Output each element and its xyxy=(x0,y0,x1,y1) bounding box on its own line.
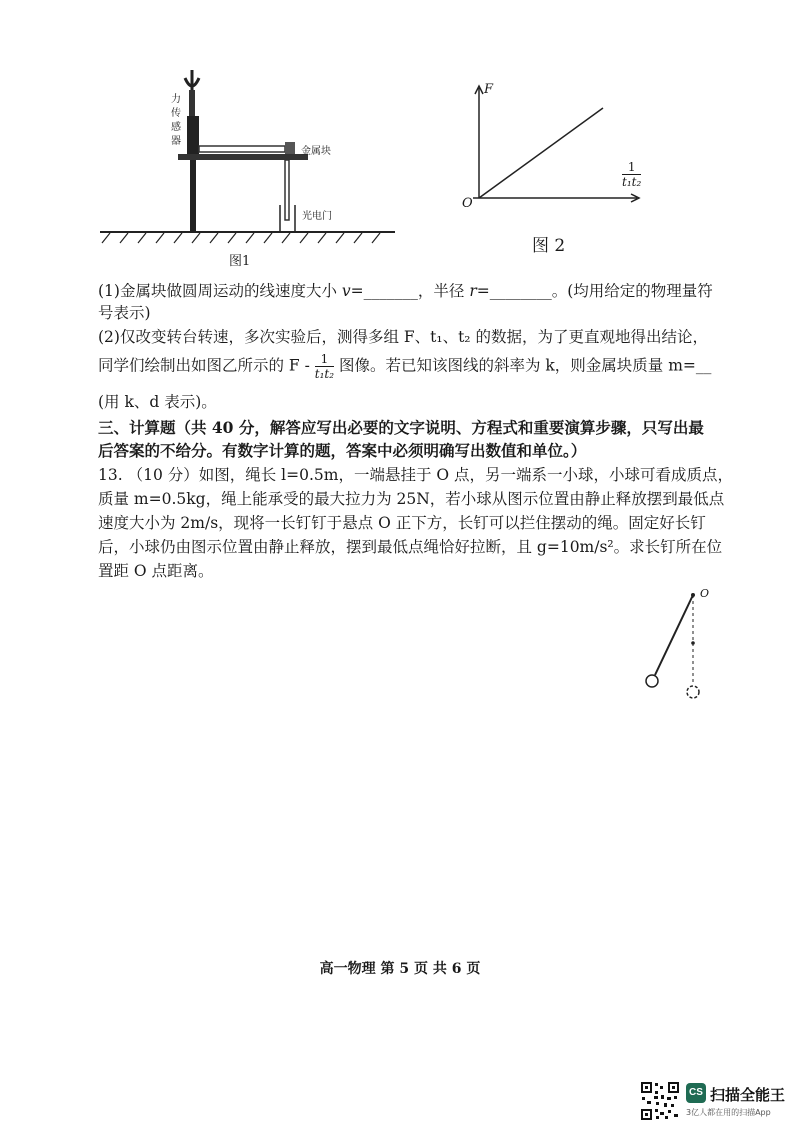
q1-text-c: =________。(均用给定的物理量符 xyxy=(476,282,713,300)
question-2-line-1: (2)仅改变转台转速，多次实验后，测得多组 F、t₁、t₂ 的数据，为了更直观地得出结论， xyxy=(98,328,708,346)
q2-frac-den: t₁t₂ xyxy=(314,367,335,381)
section-3-line-1: 三、计算题（共 40 分，解答应写出必要的文字说明、方程式和重要演算步骤，只写出最 xyxy=(98,418,704,437)
graph-x-axis-label xyxy=(622,160,641,189)
sensor-label: 力传感器 xyxy=(171,94,181,147)
q1-var-v: v xyxy=(341,282,351,300)
figure-1-apparatus xyxy=(95,60,405,270)
section-3-line-2: 后答案的不给分。有数字计算的题，答案中必须明确写出数值和单位。） xyxy=(98,441,587,460)
scanner-app-name: 扫描全能王 xyxy=(710,1086,786,1104)
q2-frac-num: 1 xyxy=(315,352,334,367)
q2-text-b: 图像。若已知该图线的斜率为 k，则金属块质量 m=__ xyxy=(334,356,712,375)
figure-2-graph xyxy=(455,80,645,230)
q1-var-r: r xyxy=(469,282,477,300)
q2-text-a: 同学们绘制出如图乙所示的 F - xyxy=(98,356,310,375)
qr-code-icon xyxy=(640,1081,680,1121)
question-13-line-5: 置距 O 点距离。 xyxy=(98,562,214,580)
nail-point xyxy=(691,641,695,645)
question-13-line-4: 后，小球仍由图示位置由静止释放，摆到最低点绳恰好拉断，且 g=10m/s²。求长钉所在位 xyxy=(98,538,723,556)
question-13-line-3: 速度大小为 2m/s，现将一长钉钉于悬点 O 正下方，长钉可以拦住摆动的绳。固定好长钉 xyxy=(98,514,706,532)
figure-1-caption: 图1 xyxy=(229,254,251,269)
ball-initial xyxy=(646,675,658,687)
graph-y-axis-label: F xyxy=(484,82,494,97)
page-footer: 高一物理 第 5 页 共 6 页 xyxy=(319,961,481,977)
cs-logo-icon: CS xyxy=(686,1083,706,1103)
pendulum-figure xyxy=(640,585,710,700)
pendulum-origin-label: O xyxy=(700,587,710,600)
q1-text-a: (1)金属块做圆周运动的线速度大小 xyxy=(98,282,342,300)
gate-label: 光电门 xyxy=(302,211,332,222)
x-axis-numerator: 1 xyxy=(622,160,641,175)
question-1-line-1 xyxy=(98,280,713,302)
question-2-line-2 xyxy=(98,352,711,381)
graph-origin-label: O xyxy=(462,196,473,211)
graph-line xyxy=(479,108,603,198)
block-label: 金属块 xyxy=(301,146,331,157)
q2-fraction xyxy=(315,352,334,381)
x-axis-denominator: t₁t₂ xyxy=(622,175,642,189)
question-13-line-1: 13. （10 分）如图，绳长 l=0.5m，一端悬挂于 O 点，另一端系一小球，小球可看成质点， xyxy=(98,466,734,484)
question-1-line-2: 号表示) xyxy=(98,304,151,322)
scanner-tagline: 3亿人都在用的扫描App xyxy=(686,1108,771,1117)
pendulum-string xyxy=(655,595,693,675)
q1-text-b: =_______，半径 xyxy=(350,282,470,300)
question-2-line-3: (用 k、d 表示)。 xyxy=(98,393,217,411)
ball-lowest xyxy=(687,686,699,698)
question-13-line-2: 质量 m=0.5kg，绳上能承受的最大拉力为 25N，若小球从图示位置由静止释放摆到最低点 xyxy=(98,490,725,508)
figure-2-caption: 图 2 xyxy=(532,236,566,256)
